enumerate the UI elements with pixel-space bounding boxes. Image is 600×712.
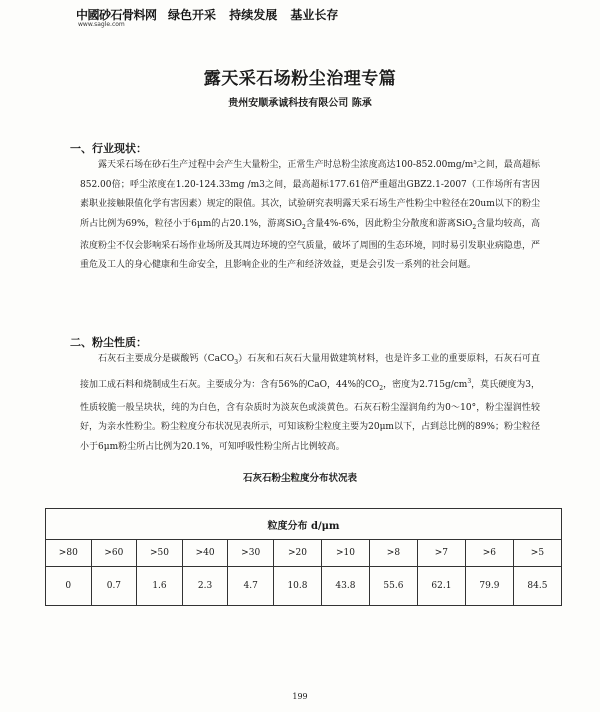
page-header	[76, 6, 576, 32]
table-column-cell: >60	[91, 540, 137, 567]
table-value-cell: 2.3	[182, 567, 228, 606]
table-column-cell: >8	[369, 540, 417, 567]
table-value-cell: 4.7	[228, 567, 274, 606]
table-column-cell: >80	[46, 540, 92, 567]
section-heading-properties: 二、粉尘性质：	[70, 336, 147, 349]
table-column-cell: >5	[513, 540, 561, 567]
section-heading-industry: 一、行业现状：	[70, 142, 147, 155]
table-value-cell: 10.8	[273, 567, 321, 606]
table-column-cell: >7	[417, 540, 465, 567]
table-value-cell: 79.9	[465, 567, 513, 606]
table-title: 石灰石粉尘粒度分布状况表	[242, 473, 357, 484]
table-value-cell: 0.7	[91, 567, 137, 606]
table-header-cell: 粒度分布 d/μm	[46, 509, 562, 540]
slogan-1: 绿色开采	[168, 8, 217, 22]
table-header-row	[46, 509, 562, 540]
slogan-3: 基业长存	[290, 8, 339, 22]
table-column-cell: >6	[465, 540, 513, 567]
brand-url: www.sagle.com	[78, 21, 125, 28]
slogan-2: 持续发展	[229, 8, 278, 22]
article-author: 贵州安顺承诚科技有限公司 陈承	[228, 98, 372, 109]
article-title: 露天采石场粉尘治理专篇	[203, 69, 397, 89]
table-value-cell: 0	[46, 567, 92, 606]
particle-size-table	[45, 508, 562, 606]
properties-paragraph: 石灰石主要成分是碳酸钙（CaCO$_3$）石灰和石灰石大量用做建筑材料，也是许多工业的重要原料，石灰石可直接加工成石料和烧制成生石灰。主要成分为：含有56%的CaO，44%的$CO_2$，密度为$2.715g/cm^3$，莫氏硬度为3，性质较脆一般呈块状，纯的为白色，含有杂质时为淡灰色或淡黄色。石灰石粉尘湿润角约为0～10°，粉尘湿润性较好，为亲水性粉尘。粉尘粒度分布状况见表所示，可知该粉尘粒度主要为20μm以下，占到总比例的89%；粉尘粒径小于6μm粉尘所占比例为20.1%，可知呼吸性粉尘所占比例较高。	[80, 354, 540, 452]
table-column-cell: >20	[273, 540, 321, 567]
header-slogans	[168, 6, 347, 23]
table-column-cell: >40	[182, 540, 228, 567]
table-value-cell: 62.1	[417, 567, 465, 606]
brand-logo: 中國砂石骨料网	[76, 8, 157, 22]
table-columns-row	[46, 540, 562, 567]
page-number: 199	[292, 692, 308, 701]
table-values-row	[46, 567, 562, 606]
table-column-cell: >10	[321, 540, 369, 567]
table-value-cell: 1.6	[137, 567, 183, 606]
table-column-cell: >30	[228, 540, 274, 567]
table-column-cell: >50	[137, 540, 183, 567]
section-body-industry	[80, 156, 540, 276]
table-value-cell: 43.8	[321, 567, 369, 606]
table-value-cell: 84.5	[513, 567, 561, 606]
industry-paragraph: 露天采石场在砂石生产过程中会产生大量粉尘，正常生产时总粉尘浓度高达100-852.00mg/m³之间，最高超标852.00倍；呼尘浓度在1.20-124.33mg /m3之间，最高超标177.61倍严重超出GBZ2.1-2007（工作场所有害因素职业接触限值化学有害因素）规定的限值。其次，试验研究表明露天采石场生产性粉尘中粒径在20um以下的粉尘所占比例为69%，粒径小于6μm的占20.1%，游离SiO$_2$含量4%-6%，因此粉尘分散度和游离SiO$_2$含量均较高，高浓度粉尘不仅会影响采石场作业场所及其周边环境的空气质量，破坏了周围的生态环境，同时易引发职业病隐患，严重危及工人的身心健康和生命安全，且影响企业的生产和经济效益，更是会引发一系列的社会问题。	[80, 160, 540, 271]
section-body-properties	[80, 350, 540, 457]
table-value-cell: 55.6	[369, 567, 417, 606]
